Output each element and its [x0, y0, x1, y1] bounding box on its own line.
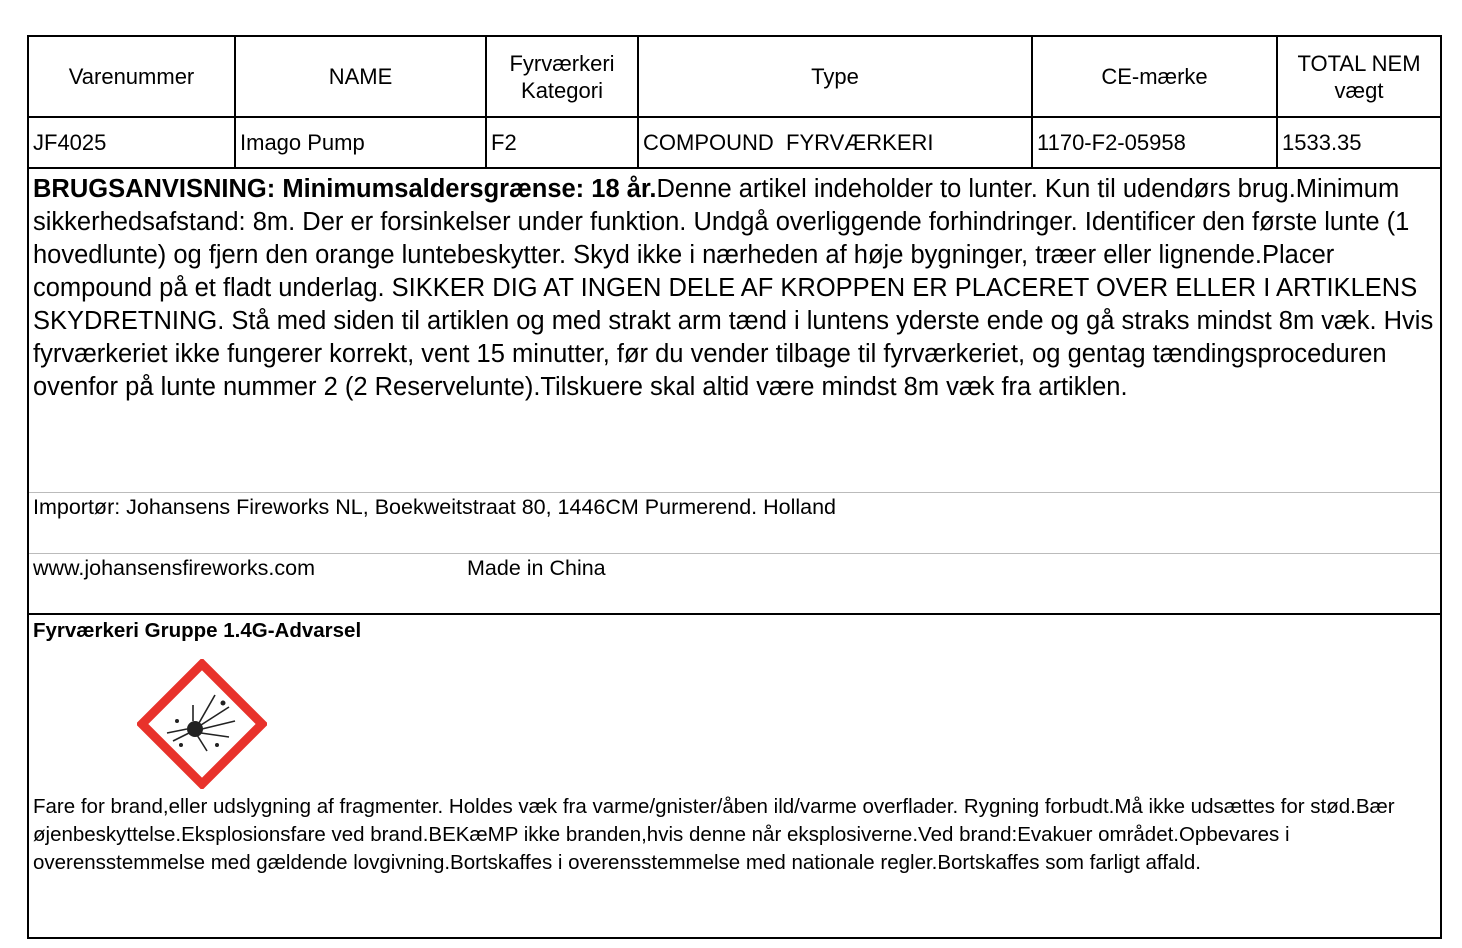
product-label: [27, 35, 1442, 939]
cell-kategori: F2: [486, 117, 638, 168]
website: www.johansensfireworks.com: [33, 556, 315, 580]
table-row: [29, 117, 1440, 168]
origin: Made in China: [467, 556, 606, 580]
instructions-lead: BRUGSANVISNING: Minimumsaldersgrænse: 18 år.: [33, 175, 657, 203]
cell-ce: 1170-F2-05958: [1032, 117, 1277, 168]
header-weight: TOTAL NEM vægt: [1277, 37, 1440, 117]
ghs-explosive-icon: [137, 659, 267, 789]
warning-section: [29, 615, 1440, 879]
instructions-text: Denne artikel indeholder to lunter. Kun til udendørs brug.Minimum sikkerhedsafstand: 8m. Der er forsinkelser under funktion. Undgå overliggende forhindringer. Identificer den første lunte (1 hovedlunte) og fjern den orange luntebeskytter. Skyd ikke i nærheden af høje bygninger, træer eller lignende.Placer compound på et fladt underlag. SIKKER DIG AT INGEN DELE AF KROPPEN ER PLACERET OVER ELLER I ARTIKLENS SKYDRETNING. Stå med siden til artiklen og med strakt arm tænd i luntens yderste ende og gå straks mindst 8m væk. Hvis fyrværkeriet ikke fungerer korrekt, vent 15 minutter, før du vender tilbage til fyrværkeriet, og gentag tændingsproceduren ovenfor på lunte nummer 2 (2 Reservelunte).Tilskuere skal altid være mindst 8m væk fra artiklen.: [33, 175, 1434, 401]
product-table: [29, 37, 1440, 169]
header-name: NAME: [235, 37, 486, 117]
warning-title: Fyrværkeri Gruppe 1.4G-Advarsel: [33, 619, 362, 642]
header-type: Type: [638, 37, 1032, 117]
importer: Importør: Johansens Fireworks NL, Boekweitstraat 80, 1446CM Purmerend. Holland: [29, 493, 1440, 554]
cell-type: COMPOUND FYRVÆRKERI: [638, 117, 1032, 168]
header-ce: CE-mærke: [1032, 37, 1277, 117]
warning-text: Fare for brand,eller udslygning af fragmenter. Holdes væk fra varme/gnister/åben ild/varme overflader. Rygning forbudt.Må ikke udsættes for stød.Bær øjenbeskyttelse.Eksplosionsfare ved brand.BEKæMP ikke branden,hvis denne når eksplosiverne.Ved brand:Evakuer området.Opbevares i overensstemmelse med gældende lovgivning.Bortskaffes i overensstemmelse med nationale regler.Bortskaffes som farligt affald.: [33, 795, 1395, 874]
header-varenummer: Varenummer: [29, 37, 235, 117]
cell-varenummer: JF4025: [29, 117, 235, 168]
cell-weight: 1533.35: [1277, 117, 1440, 168]
header-row: [29, 37, 1440, 117]
website-row: [29, 554, 1440, 615]
instructions: [29, 169, 1440, 493]
cell-name: Imago Pump: [235, 117, 486, 168]
header-kategori: Fyrværkeri Kategori: [486, 37, 638, 117]
